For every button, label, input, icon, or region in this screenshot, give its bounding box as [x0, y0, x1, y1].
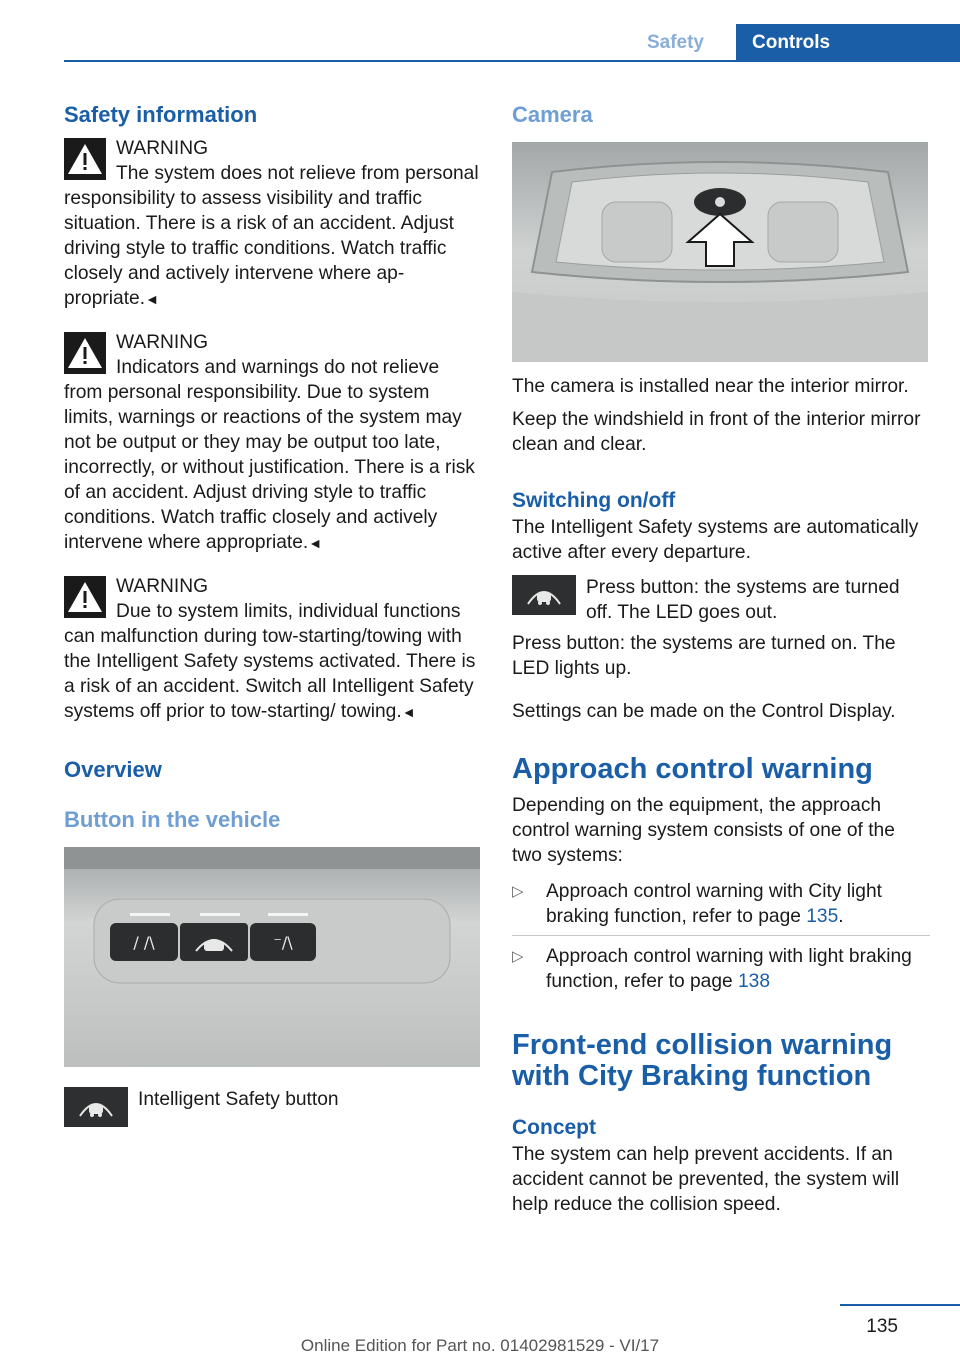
end-mark: ◄: [401, 704, 416, 720]
approach-bullet-list: [512, 876, 930, 1000]
camera-image: [512, 142, 928, 362]
end-mark: ◄: [308, 535, 323, 551]
overview-title: Overview: [64, 757, 162, 782]
switching-paragraph-3: Settings can be made on the Control Display.: [512, 701, 896, 722]
warning-block-2: [64, 330, 482, 556]
warning-triangle-icon: [64, 576, 106, 618]
header-chapter-controls[interactable]: Controls: [736, 24, 960, 62]
warning-block-1: [64, 136, 482, 312]
bullet-marker: ▷: [512, 948, 524, 965]
list-item: ▷ Approach control warning with City light braking function, refer to page 135.: [512, 876, 930, 936]
right-column: [512, 100, 930, 1217]
warning-label: WARNING: [116, 332, 209, 353]
front-end-collision-title: Front-end collision warning with City Braking function: [512, 1029, 893, 1092]
safety-information-title: Safety information: [64, 102, 258, 127]
page-footer: [0, 1304, 960, 1362]
footer-rule: [840, 1304, 960, 1306]
concept-paragraph-1: The system can help prevent accidents. If an accident cannot be prevented, the system will help reduce the collision speed.: [512, 1144, 900, 1215]
approach-paragraph-1: Depending on the equipment, the approach control warning system consists of one of the two systems:: [512, 795, 895, 866]
warning-text: The system does not relieve from personal responsibility to assess visibility and traffic situation. There is a risk of an accident. Adjust driving style to traffic conditions. Watch traffic closely and actively intervene where appropriate.: [64, 163, 479, 309]
svg-text:⁻/\: ⁻/\: [273, 933, 293, 952]
button-caption-row: [64, 1087, 482, 1127]
concept-title: Concept: [512, 1116, 596, 1139]
button-in-vehicle-title: Button in the vehicle: [64, 807, 281, 832]
page-number: 135: [866, 1316, 898, 1337]
warning-triangle-icon: [64, 138, 106, 180]
left-column: [64, 100, 482, 1127]
warning-text: Due to system limits, individual functions can malfunction during tow-starting/towing with the Intelligent Safety systems activated. There is a risk of an accident. Switch all Intelligent Safety systems off prior to tow-starting/ towing.: [64, 601, 476, 722]
page-link-135[interactable]: 135: [806, 906, 839, 927]
switching-paragraph-1: The Intelligent Safety systems are automatically active after every departure.: [512, 517, 919, 563]
warning-triangle-icon: [64, 332, 106, 374]
end-mark: ◄: [145, 291, 159, 307]
edition-text: Online Edition for Part no. 01402981529 - VI/17: [300, 1336, 660, 1355]
warning-label: WARNING: [116, 138, 209, 159]
bullet-marker: ▷: [512, 883, 524, 900]
switching-paragraph-2: Press button: the systems are turned on. The LED lights up.: [512, 633, 896, 679]
button-panel-image: [64, 847, 480, 1067]
warning-text: Indicators and warnings do not relieve from personal responsibility. Due to system limits, warnings or reactions of the system may not be output or they may be output too late, incorrectly, or without justification. There is a risk of an accident. Adjust driving style to traffic conditions. Watch traffic closely and actively intervene where appropriate.: [64, 357, 475, 553]
switching-title: Switching on/off: [512, 489, 676, 512]
switch-button-row: [512, 575, 930, 625]
header-section-safety[interactable]: Safety: [646, 32, 704, 53]
svg-text:/ /\: / /\: [133, 933, 155, 952]
warning-label: WARNING: [116, 576, 209, 597]
button-caption: Intelligent Safety button: [138, 1089, 339, 1110]
camera-paragraph-1: The camera is installed near the interior mirror.: [512, 376, 909, 397]
camera-title: Camera: [512, 102, 593, 127]
warning-block-3: [64, 574, 482, 725]
intelligent-safety-button-icon: [64, 1087, 128, 1127]
page-link-138[interactable]: 138: [738, 971, 771, 992]
intelligent-safety-button-icon: [512, 575, 576, 615]
switch-button-text: Press button: the systems are turned off. The LED goes out.: [586, 577, 900, 623]
approach-warning-title: Approach control warning: [512, 753, 873, 785]
page-header: [64, 24, 960, 62]
list-item: ▷ Approach control warning with light braking function, refer to page 138: [512, 946, 912, 992]
camera-paragraph-2: Keep the windshield in front of the interior mirror clean and clear.: [512, 409, 921, 455]
